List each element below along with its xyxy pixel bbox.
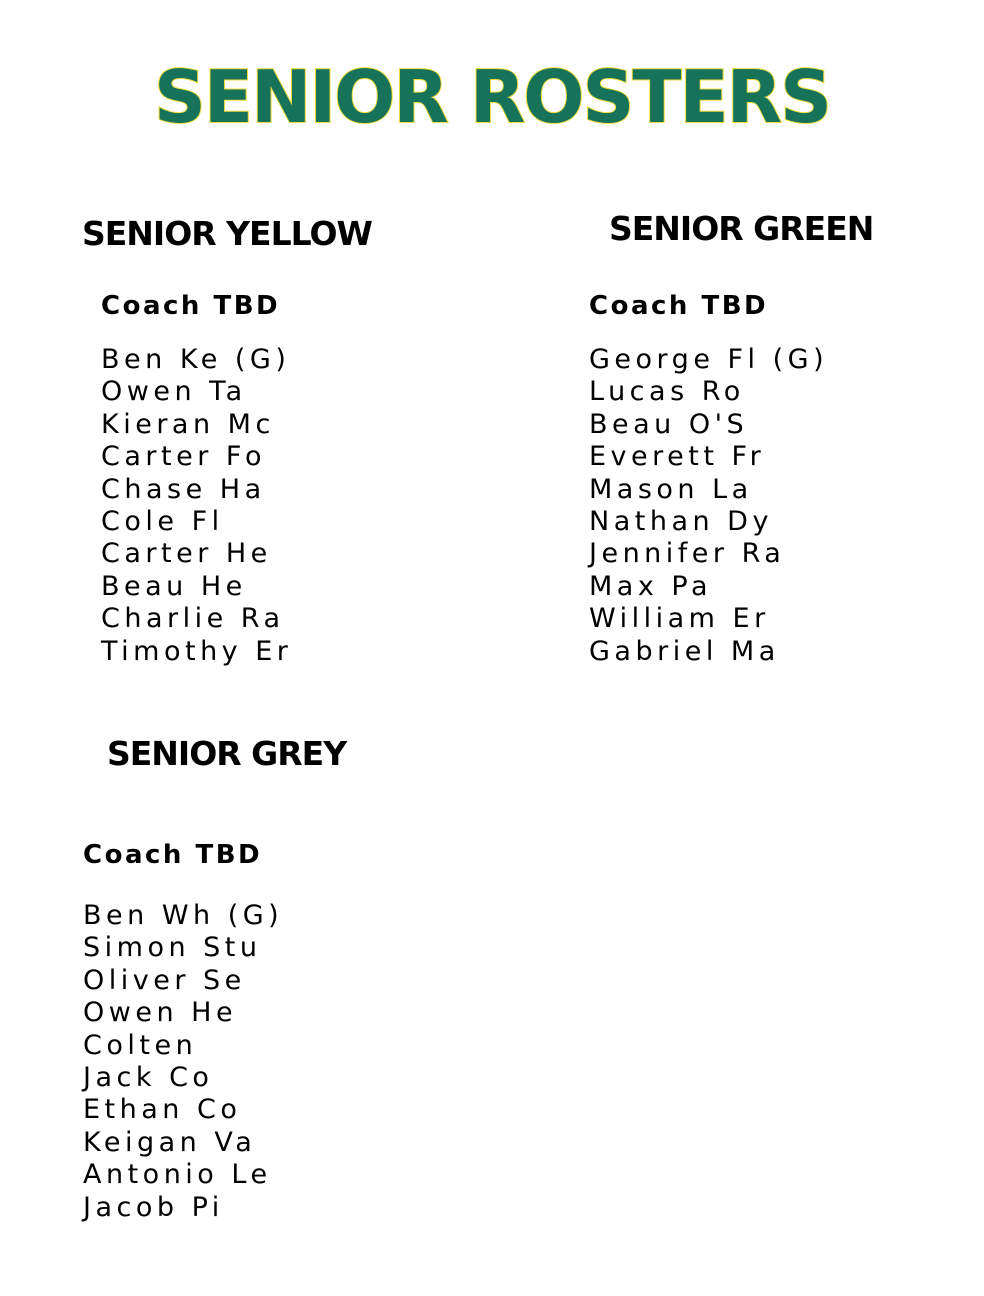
player-name: Keigan Va — [83, 1126, 257, 1158]
player-name: Chase Ha — [101, 473, 266, 505]
player-name: Ethan Co — [83, 1094, 242, 1126]
player-name: Owen Ta — [101, 376, 247, 408]
player-name: Jack Co — [83, 1062, 214, 1094]
coach-grey: Coach TBD — [83, 840, 263, 870]
team-heading-green: SENIOR GREEN — [609, 209, 874, 248]
player-name: Mason La — [589, 473, 753, 505]
player-name: Jennifer Ra — [589, 538, 786, 570]
player-name: William Er — [589, 603, 770, 635]
coach-yellow: Coach TBD — [101, 291, 281, 321]
player-name: Owen He — [83, 997, 238, 1029]
player-name: Jacob Pi — [83, 1191, 224, 1223]
player-name: Ben Ke (G) — [101, 344, 291, 375]
player-name: Carter He — [101, 538, 272, 570]
player-name: Carter Fo — [101, 441, 266, 473]
player-name: Beau He — [101, 570, 247, 602]
player-name: Ben Wh (G) — [83, 900, 284, 931]
player-name: Charlie Ra — [101, 603, 285, 635]
player-name: Simon Stu — [83, 932, 262, 964]
player-name: Oliver Se — [83, 964, 246, 996]
coach-green: Coach TBD — [589, 291, 769, 321]
player-name: Lucas Ro — [589, 376, 745, 408]
player-name: Gabriel Ma — [589, 635, 780, 667]
roster-list-yellow — [101, 344, 292, 668]
player-name: Beau O'S — [589, 408, 749, 440]
team-heading-yellow: SENIOR YELLOW — [82, 214, 372, 253]
roster-list-green — [589, 344, 828, 668]
team-heading-grey: SENIOR GREY — [107, 734, 347, 773]
player-name: Kieran Mc — [101, 408, 275, 440]
player-name: Cole Fl — [101, 506, 224, 538]
player-name: Max Pa — [589, 570, 713, 602]
roster-list-grey — [83, 900, 283, 1224]
player-name: Everett Fr — [589, 441, 766, 473]
player-name: Colten — [83, 1029, 198, 1061]
player-name: Antonio Le — [83, 1159, 272, 1191]
player-name: Nathan Dy — [589, 506, 773, 538]
page-title: SENIOR ROSTERS — [154, 55, 830, 139]
player-name: Timothy Er — [101, 635, 293, 667]
player-name: George Fl (G) — [589, 344, 829, 375]
